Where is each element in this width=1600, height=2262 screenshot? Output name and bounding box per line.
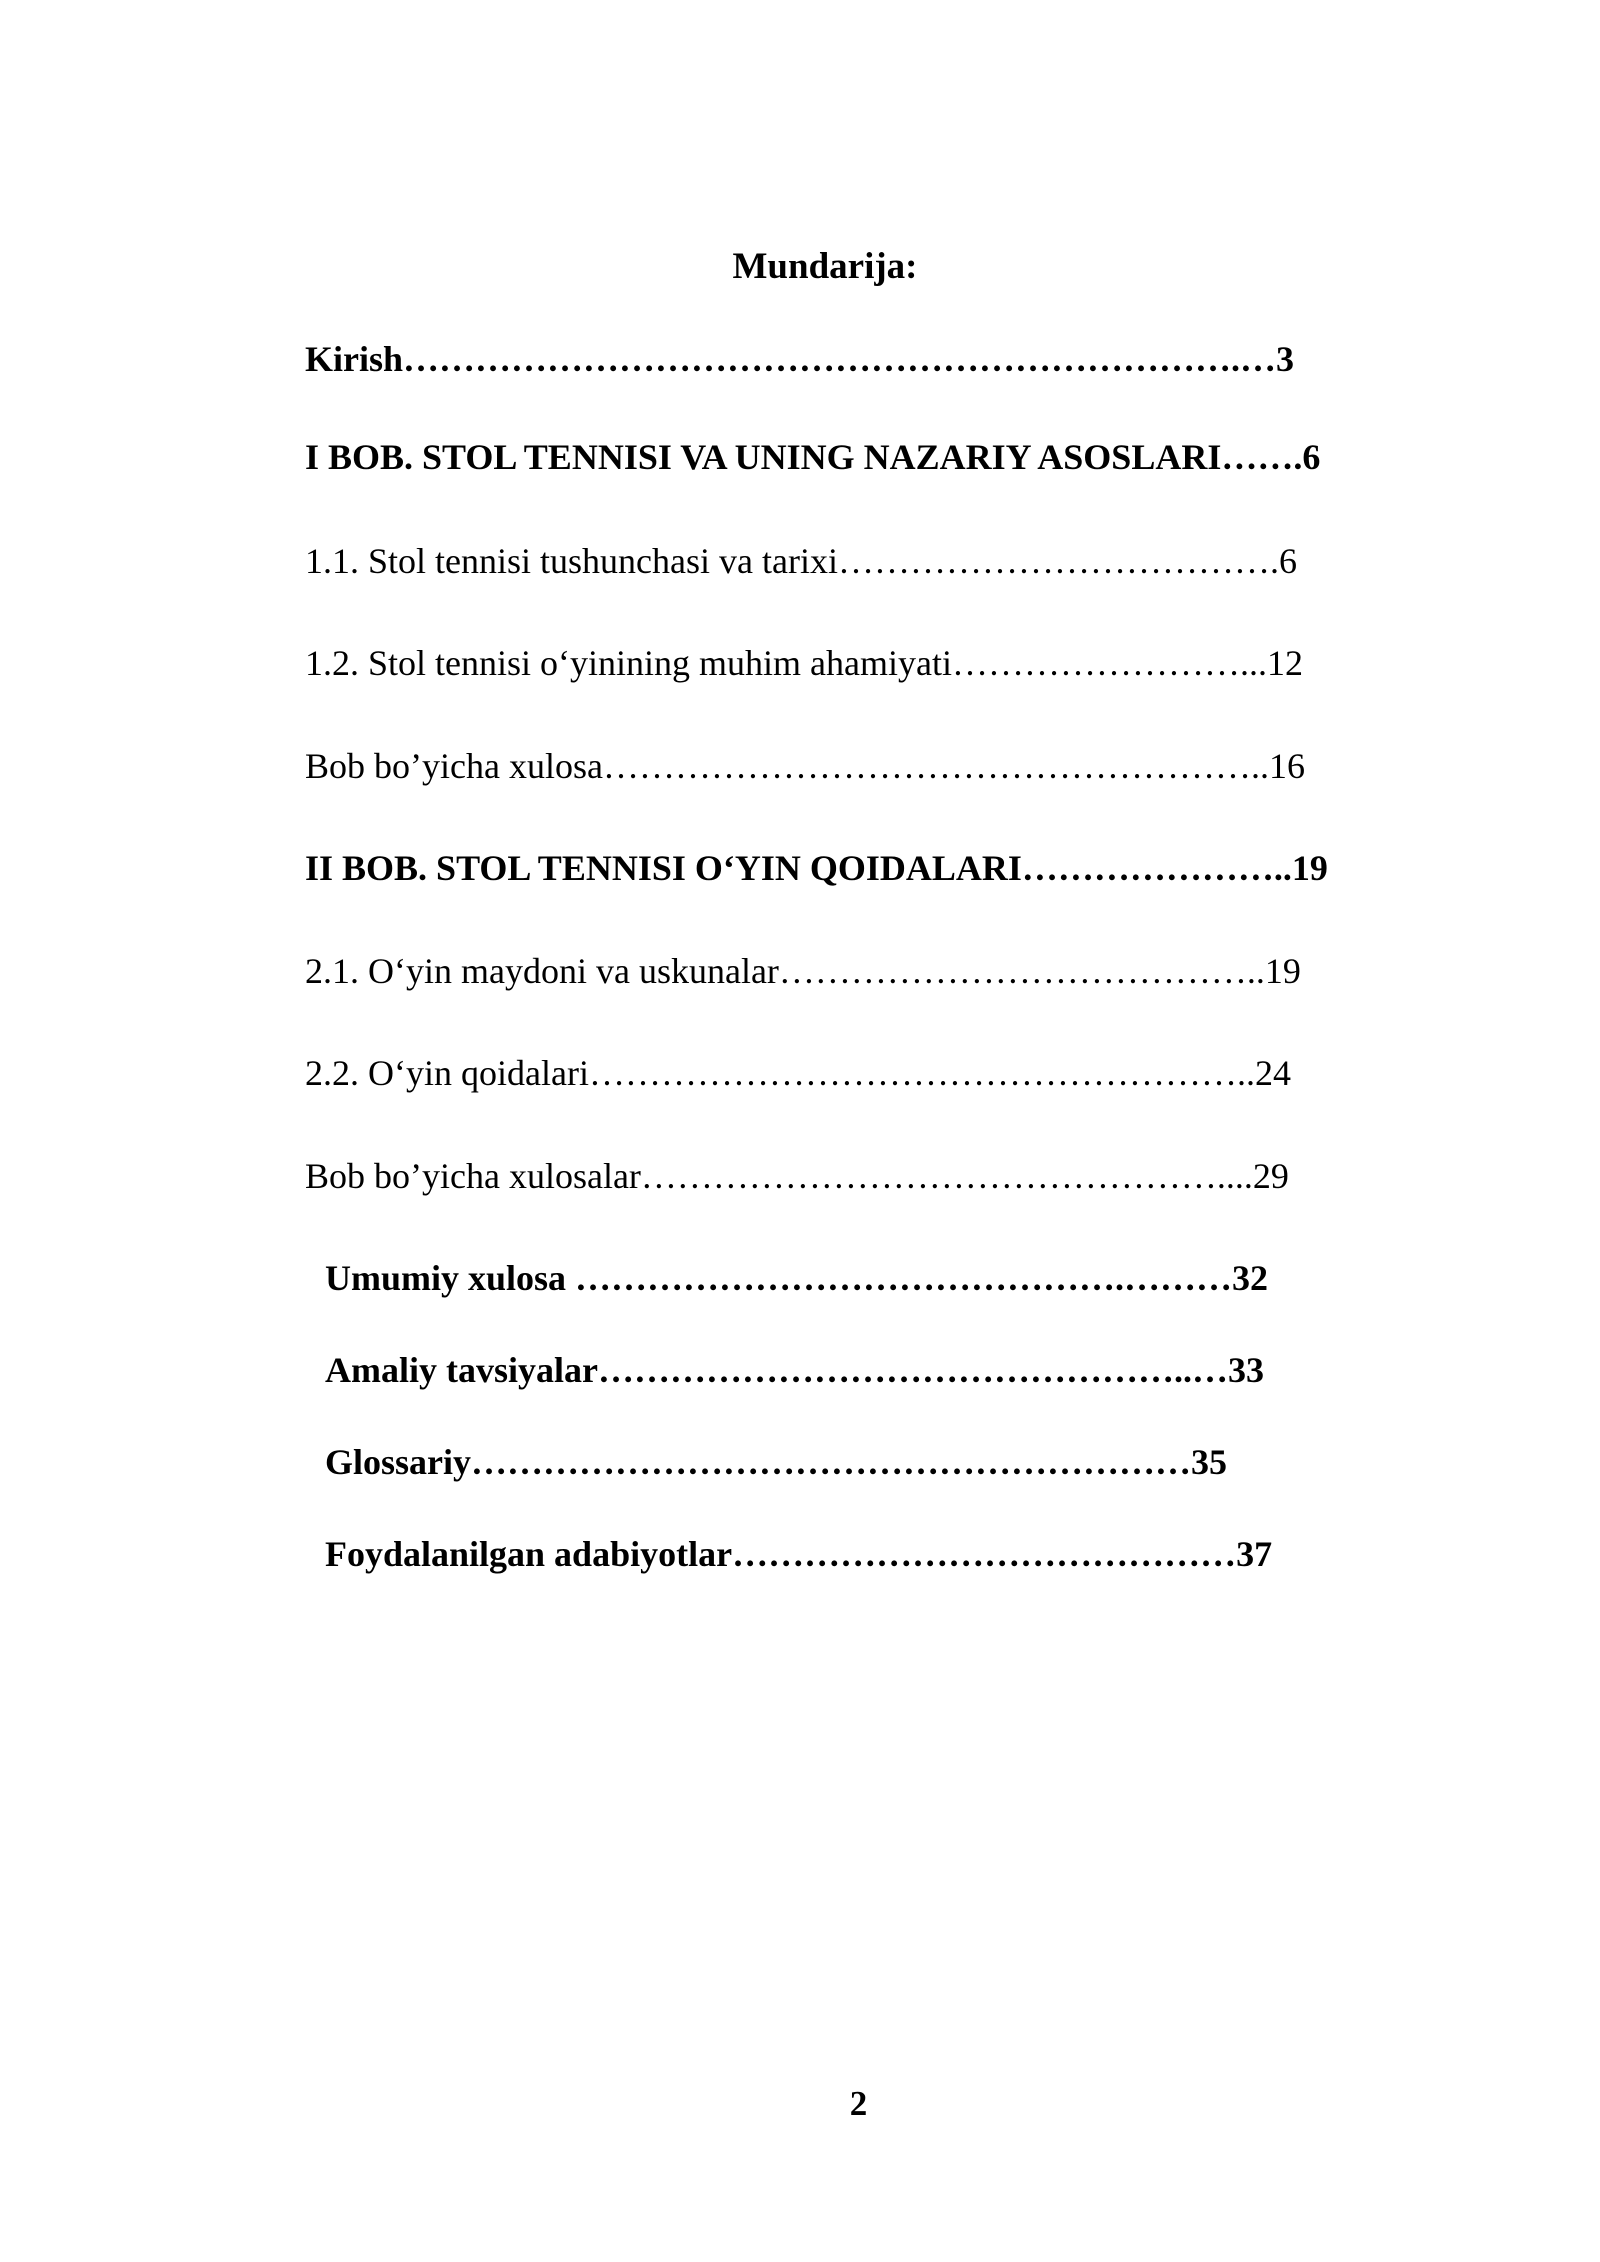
toc-entry-kirish: Kirish…………………………………………………………….…3: [305, 339, 1295, 379]
page-title: Mundarija:: [732, 246, 918, 287]
toc-entry-section-2-2: 2.2. O‘yin qoidalari………………………………………………..24: [305, 1053, 1291, 1093]
toc-entry-section-1-2: 1.2. Stol tennisi o‘yinining muhim ahamiyati……………………...12: [305, 643, 1303, 683]
toc-entry-general-conclusion: Umumiy xulosa ……………………………………….………32: [325, 1258, 1269, 1298]
toc-entry-references: Foydalanilgan adabiyotlar……………………………………37: [325, 1534, 1273, 1574]
toc-entry-glossary: Glossariy……………………………………………………35: [325, 1442, 1228, 1482]
page-number: 2: [849, 2084, 868, 2123]
toc-entry-chapter-2-conclusions: Bob bo’yicha xulosalar…………………………………………....29: [305, 1156, 1289, 1196]
toc-entry-chapter-1: I BOB. STOL TENNISI VA UNING NAZARIY ASOSLARI…….6: [305, 437, 1321, 477]
toc-entry-chapter-1-conclusion: Bob bo’yicha xulosa………………………………………………..16: [305, 746, 1305, 786]
toc-entry-recommendations: Amaliy tavsiyalar…………………………………………..…33: [325, 1350, 1264, 1390]
toc-entry-section-2-1: 2.1. O‘yin maydoni va uskunalar…………………………………..19: [305, 951, 1301, 991]
toc-entry-chapter-2: II BOB. STOL TENNISI O‘YIN QOIDALARI…………………..19: [305, 848, 1328, 888]
toc-entry-section-1-1: 1.1. Stol tennisi tushunchasi va tarixi……………………………….6: [305, 541, 1297, 581]
